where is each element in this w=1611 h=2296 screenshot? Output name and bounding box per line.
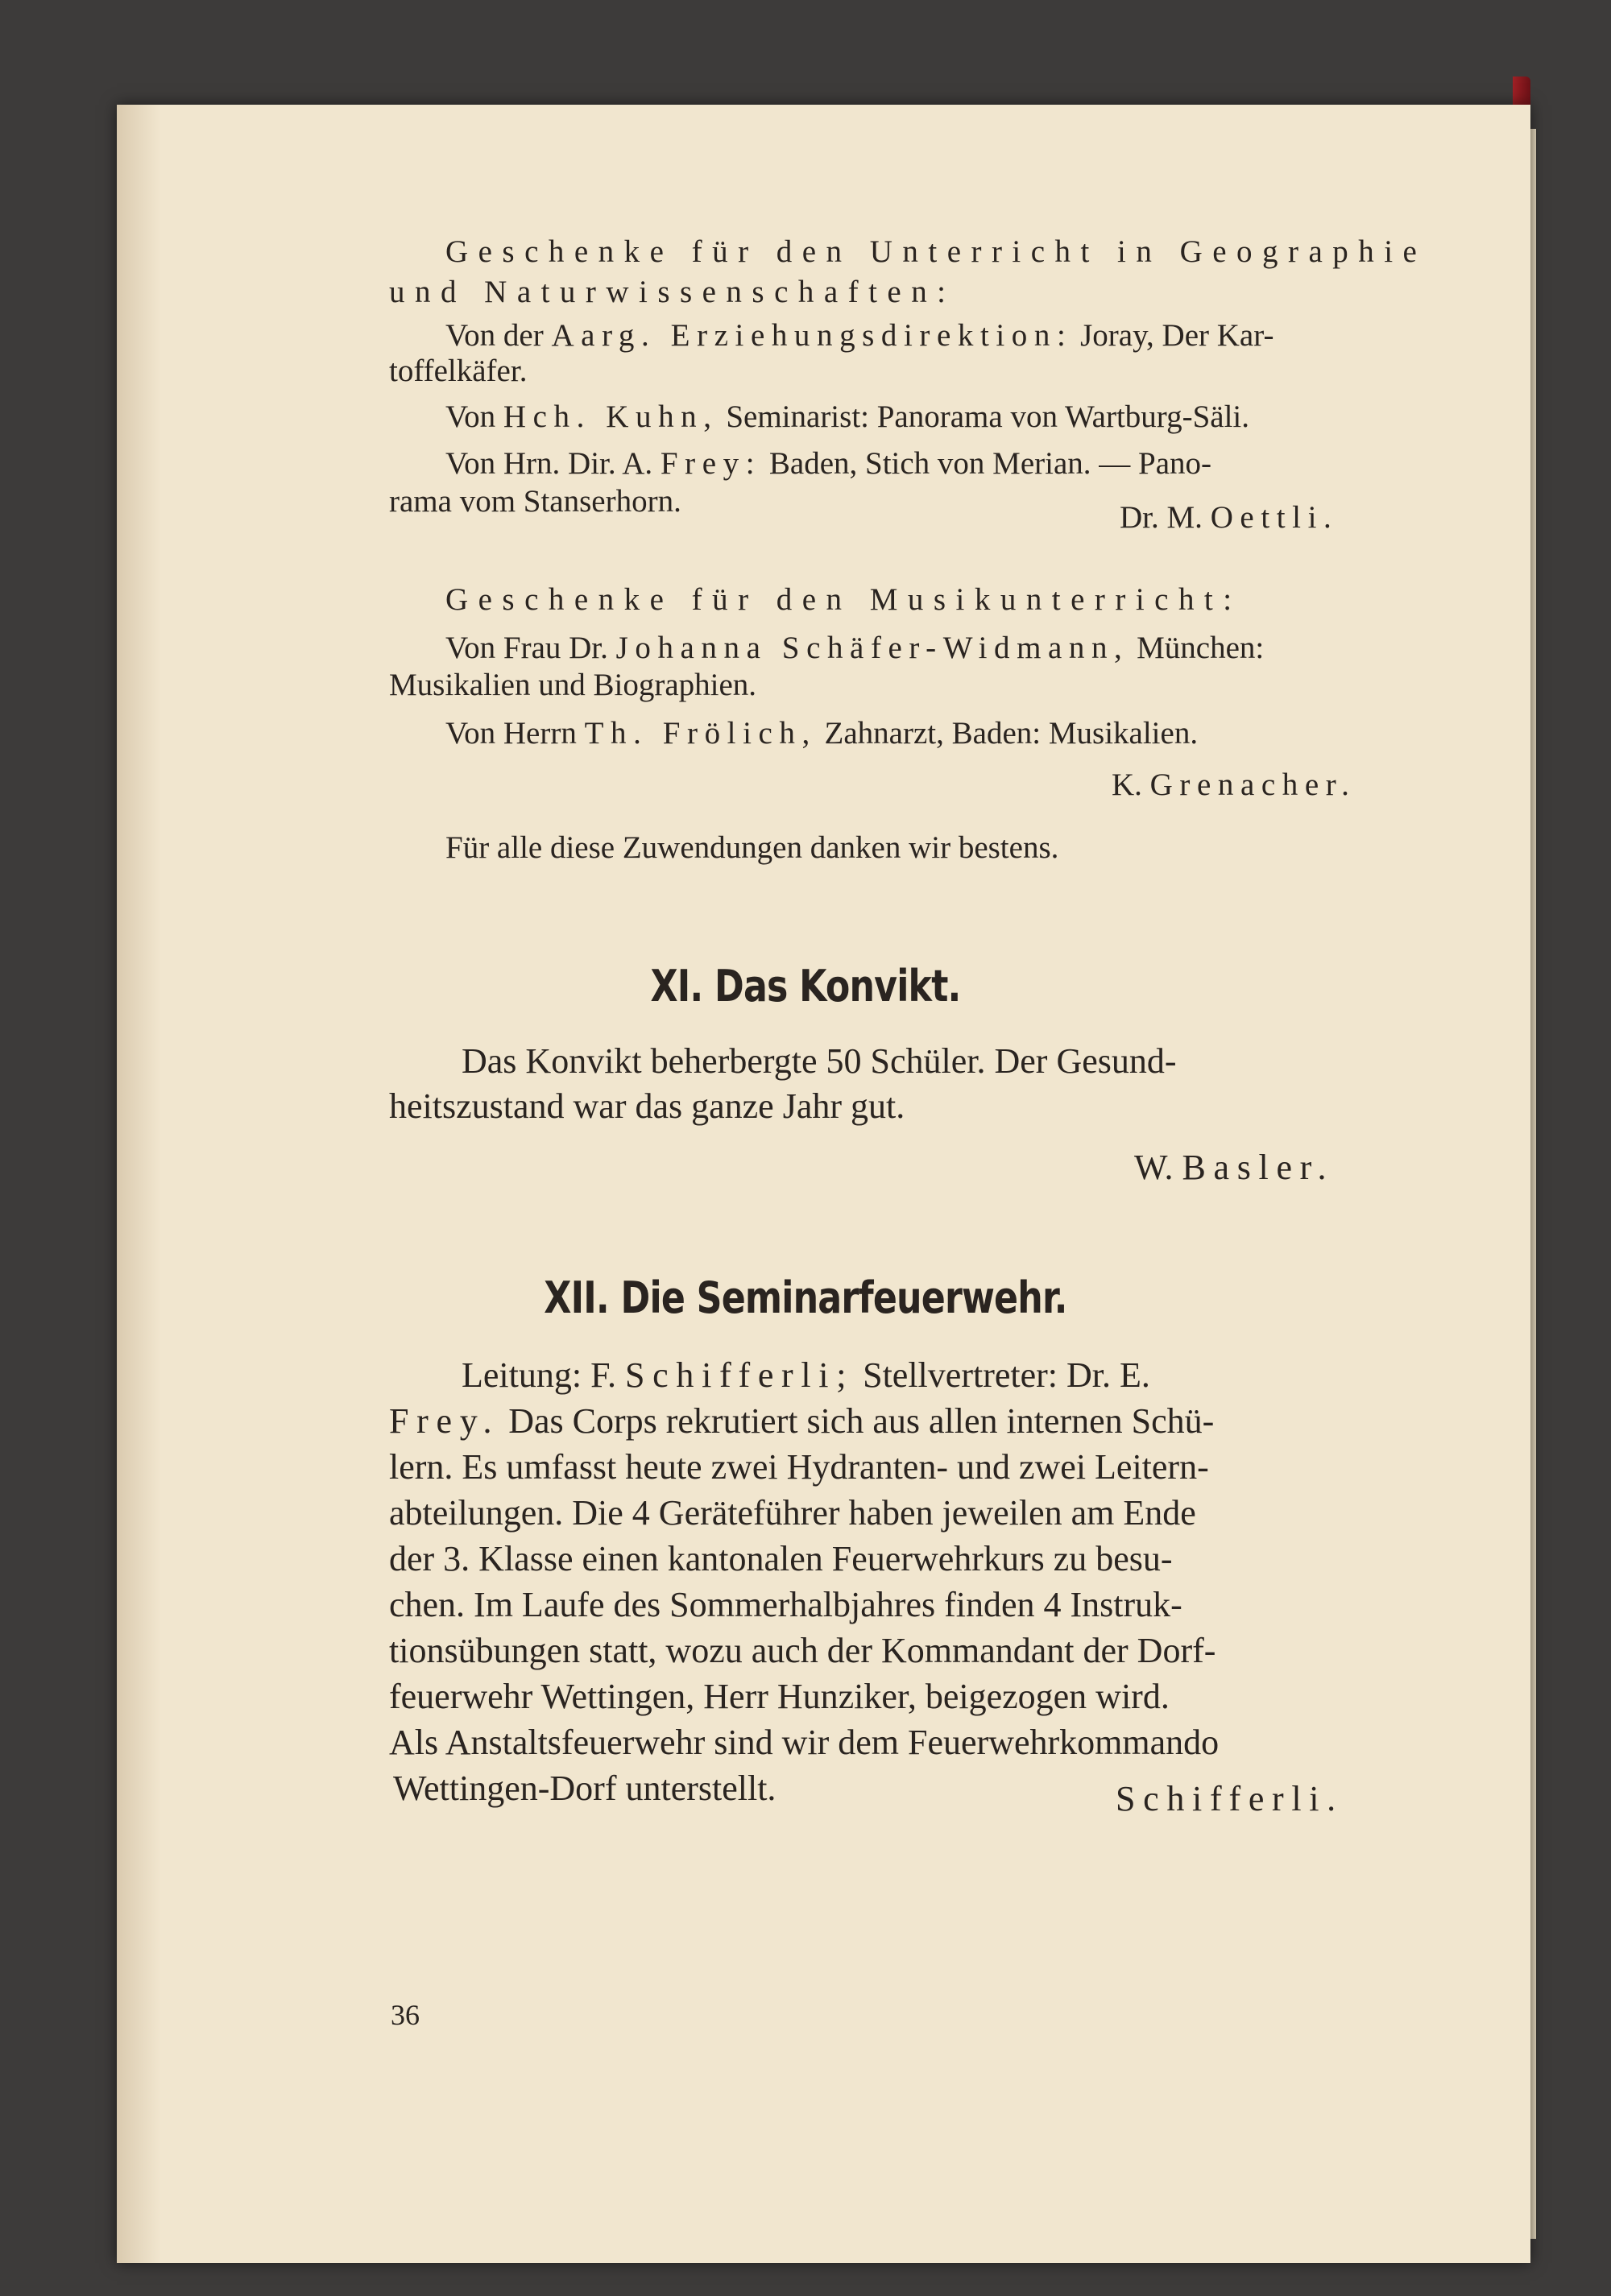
section-xii-line-3: lern. Es umfasst heute zwei Hydranten- und zwei Leitern-: [389, 1447, 1209, 1487]
section-xi-line-1: Das Konvikt beherbergte 50 Schüler. Der Gesund-: [462, 1041, 1177, 1081]
section-xii-signature: Schifferli.: [1116, 1779, 1344, 1818]
geography-entry-2: Von Hch. Kuhn, Seminarist: Panorama von Wartburg-Säli.: [445, 399, 1249, 434]
section-xi-signature: W. Basler.: [1134, 1148, 1335, 1187]
geography-entry-3-cont: rama vom Stanserhorn.: [389, 484, 681, 519]
section-xii-line-7: tionsübungen statt, wozu auch der Kommandant der Dorf-: [389, 1631, 1216, 1670]
section-xii-line-4: abteilungen. Die 4 Geräteführer haben jeweilen am Ende: [389, 1493, 1196, 1533]
geography-heading-line1: Geschenke für den Unterricht in Geographie: [445, 234, 1427, 269]
section-xii-line-9: Als Anstaltsfeuerwehr sind wir dem Feuerwehrkommando: [389, 1723, 1220, 1762]
section-xi-heading: XI. Das Konvikt.: [650, 961, 961, 1011]
thanks-line: Für alle diese Zuwendungen danken wir bestens.: [445, 830, 1059, 865]
section-xii-line-2: Frey. Das Corps rekrutiert sich aus allen internen Schü-: [389, 1401, 1215, 1441]
music-entry-2: Von Herrn Th. Frölich, Zahnarzt, Baden: Musikalien.: [445, 716, 1199, 751]
section-xii-line-1: Leitung: F. Schifferli; Stellvertreter: Dr. E.: [462, 1355, 1150, 1395]
music-signature: K. Grenacher.: [1112, 767, 1356, 802]
section-xii-heading: XII. Die Seminarfeuerwehr.: [544, 1272, 1067, 1323]
geography-entry-1: Von der Aarg. Erziehungsdirektion: Joray, Der Kar-: [445, 318, 1274, 353]
section-xi-line-2: heitszustand war das ganze Jahr gut.: [389, 1086, 905, 1126]
geography-entry-1-cont: toffelkäfer.: [389, 354, 528, 388]
page-number: 36: [391, 1999, 420, 2031]
music-entry-1: Von Frau Dr. Johanna Schäfer-Widmann, München:: [445, 631, 1265, 665]
section-xii-line-6: chen. Im Laufe des Sommerhalbjahres finden 4 Instruk-: [389, 1585, 1182, 1624]
section-xii-line-8: feuerwehr Wettingen, Herr Hunziker, beigezogen wird.: [389, 1677, 1170, 1716]
section-xii-line-10: Wettingen-Dorf unterstellt.: [393, 1769, 777, 1808]
music-heading: Geschenke für den Musikunterricht:: [445, 582, 1242, 617]
geography-signature: Dr. M. Oettli.: [1120, 500, 1339, 535]
geography-entry-3: Von Hrn. Dir. A. Frey: Baden, Stich von Merian. — Pano-: [445, 446, 1212, 481]
music-entry-1-cont: Musikalien und Biographien.: [389, 668, 757, 702]
section-xii-line-5: der 3. Klasse einen kantonalen Feuerwehrkurs zu besu-: [389, 1539, 1173, 1578]
geography-heading-line2: und Naturwissenschaften:: [389, 275, 956, 309]
